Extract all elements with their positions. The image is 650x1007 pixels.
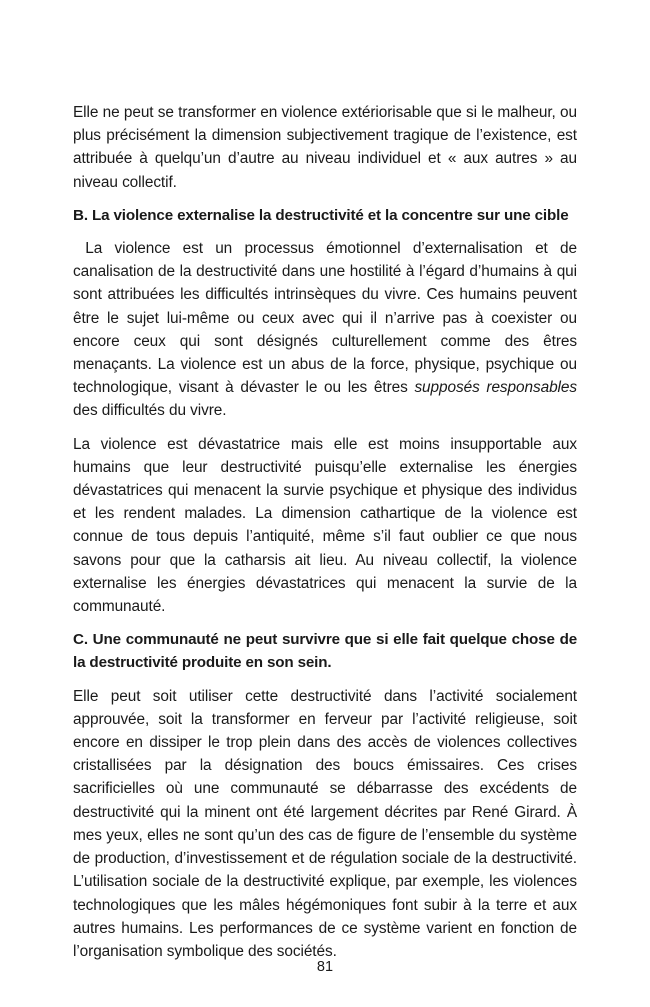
paragraph-2 <box>73 237 577 423</box>
section-heading-b: B. La violence externalise la destructivité et la concentre sur une cible <box>73 206 569 224</box>
paragraph-1: Elle ne peut se transformer en violence extériorisable que si le malheur, ou plus précisément la dimension subjectivement tragique de l’existence, est attribuée à quelqu’un d’autre au niveau individuel et « aux autres » au niveau collectif. <box>73 104 577 191</box>
section-heading-c: C. Une communauté ne peut survivre que si elle fait quelque chose de la destructivité produite en son sein. <box>73 631 577 672</box>
text-column <box>73 101 577 963</box>
paragraph-4: Elle peut soit utiliser cette destructivité dans l’activité socialement approuvée, soit la transformer en ferveur par l’activité religieuse, soit encore en dissiper le trop plein dans des accès de violences collectives cristallisées par la désignation des boucs émissaires. Ces crises sacrificielles où une communauté se débarrasse des excédents de destructivité qui la minent ont été largement décrites par René Girard. À mes yeux, elles ne sont qu’un des cas de figure de l’ensemble du système de production, d’investissement et de régulation sociale de la destructivité. L’utilisation sociale de la destructivité explique, par exemple, les violences technologiques que les mâles hégémoniques font subir à la terre et aux autres humains. Les performances de ce système varient en fonction de l’organisation symbolique des sociétés. <box>73 687 577 960</box>
paragraph-3: La violence est dévastatrice mais elle est moins insupportable aux humains que leur destructivité puisqu’elle externalise les énergies dévastatrices qui menacent la survie psychique et physique des individus et les rendent malades. La dimension cathartique de la violence est connue de tous depuis l’antiquité, même s’il faut oublier ce que nous savons pour que la catharsis ait lieu. Au niveau collectif, la violence externalise les énergies dévastatrices qui menacent la survie de la communauté. <box>73 435 577 616</box>
page-number: 81 <box>316 959 334 975</box>
paragraph-2-text-before: La violence est un processus émotionnel d’externalisation et de canalisation de la destructivité dans une hostilité à l’égard d’humains à qui sont attribuées les difficultés intrinsèques du vivre. Ces humains peuvent être le sujet lui-même ou ceux avec qui il n’arrive pas à coexister ou encore ceux qui sont désignés culturellement comme des êtres menaçants. La violence est un abus de la force, physique, psychique ou technologique, visant à dévaster le ou les êtres <box>73 240 577 397</box>
paragraph-2-italic-emphasis: supposés responsables <box>414 379 577 397</box>
paragraph-2-text-after: des difficultés du vivre. <box>73 402 227 420</box>
